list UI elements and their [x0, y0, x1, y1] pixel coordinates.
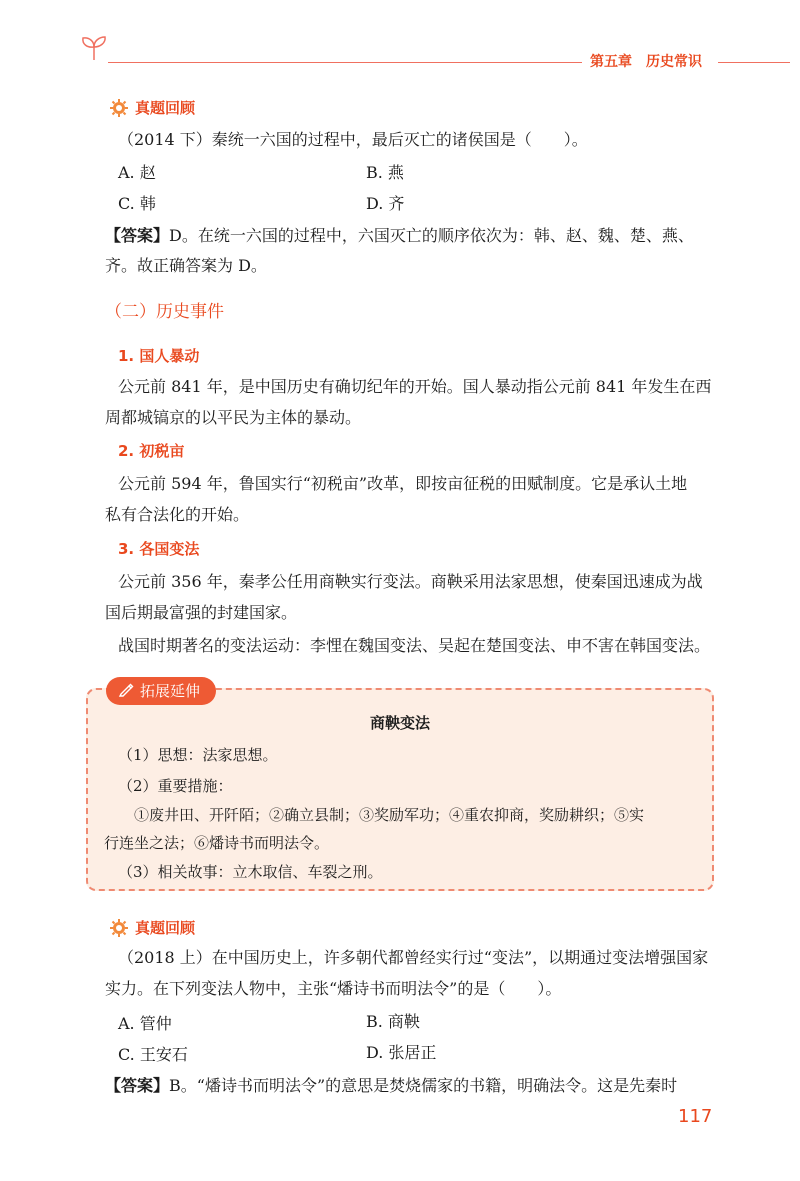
extension-title: 商鞅变法	[369, 714, 430, 732]
answer-line-2: 齐。故正确答案为 D。	[105, 256, 267, 275]
paragraph-line: 国后期最富强的封建国家。	[105, 603, 298, 622]
item-title: 3. 各国变法	[118, 540, 200, 558]
review-title: 真题回顾	[135, 99, 196, 117]
paragraph-line: 公元前 594 年，鲁国实行“初税亩”改革，即按亩征税的田赋制度。它是承认土地	[118, 474, 688, 493]
option-b: B. 燕	[366, 163, 404, 182]
option-b: B. 商鞅	[366, 1012, 420, 1031]
paragraph-line: 战国时期著名的变法运动：李悝在魏国变法、吴起在楚国变法、申不害在韩国变法。	[118, 636, 711, 655]
answer-text: D。在统一六国的过程中，六国灭亡的顺序依次为：韩、赵、魏、楚、燕、	[169, 226, 694, 245]
item-title: 1. 国人暴动	[118, 347, 200, 365]
answer-tag: 【答案】	[105, 226, 170, 245]
header-rule-left	[108, 62, 582, 63]
question-line: （2018 上）在中国历史上，许多朝代都曾经实行过“变法”，以期通过变法增强国家	[118, 948, 709, 967]
answer-line-1	[105, 221, 694, 251]
option-d: D. 齐	[366, 194, 405, 213]
answer-tag: 【答案】	[105, 1076, 170, 1095]
sprout-icon	[78, 34, 110, 62]
paragraph-line: 私有合法化的开始。	[105, 505, 250, 524]
extension-line: ①废井田、开阡陌；②确立县制；③奖励军功；④重农抑商，奖励耕织；⑤实	[134, 806, 645, 824]
extension-line: 行连坐之法；⑥燔诗书而明法令。	[104, 834, 330, 852]
paragraph-line: 公元前 841 年，是中国历史有确切纪年的开始。国人暴动指公元前 841 年发生在西	[118, 377, 712, 396]
extension-line: （1）思想：法家思想。	[118, 746, 278, 764]
option-a: A. 赵	[118, 163, 156, 182]
answer-text: B。“燔诗书而明法令”的意思是焚烧儒家的书籍，明确法令。这是先秦时	[169, 1076, 678, 1095]
page-number: 117	[678, 1106, 713, 1127]
option-c: C. 王安石	[118, 1045, 188, 1064]
option-c: C. 韩	[118, 194, 156, 213]
chapter-label: 第五章 历史常识	[590, 54, 702, 70]
extension-badge	[106, 677, 216, 705]
header-rule-right	[718, 62, 790, 63]
gear-icon	[110, 99, 128, 117]
option-d: D. 张居正	[366, 1043, 437, 1062]
item-title: 2. 初税亩	[118, 442, 185, 460]
paragraph-line: 公元前 356 年，秦孝公任用商鞅实行变法。商鞅采用法家思想，使秦国迅速成为战	[118, 572, 703, 591]
section-title: （二）历史事件	[105, 302, 224, 322]
option-a: A. 管仲	[118, 1014, 172, 1033]
extension-line: （2）重要措施：	[118, 777, 233, 795]
question-text: （2014 下）秦统一六国的过程中，最后灭亡的诸侯国是（ ）。	[118, 130, 588, 149]
answer-line-1	[105, 1071, 677, 1101]
review-title: 真题回顾	[135, 919, 196, 937]
paragraph-line: 周都城镐京的以平民为主体的暴动。	[105, 408, 362, 427]
gear-icon	[110, 919, 128, 937]
question-line: 实力。在下列变法人物中，主张“燔诗书而明法令”的是（ ）。	[105, 979, 562, 998]
extension-line: （3）相关故事：立木取信、车裂之刑。	[118, 863, 383, 881]
extension-badge-label: 拓展延伸	[140, 682, 201, 700]
pen-icon	[118, 678, 134, 706]
